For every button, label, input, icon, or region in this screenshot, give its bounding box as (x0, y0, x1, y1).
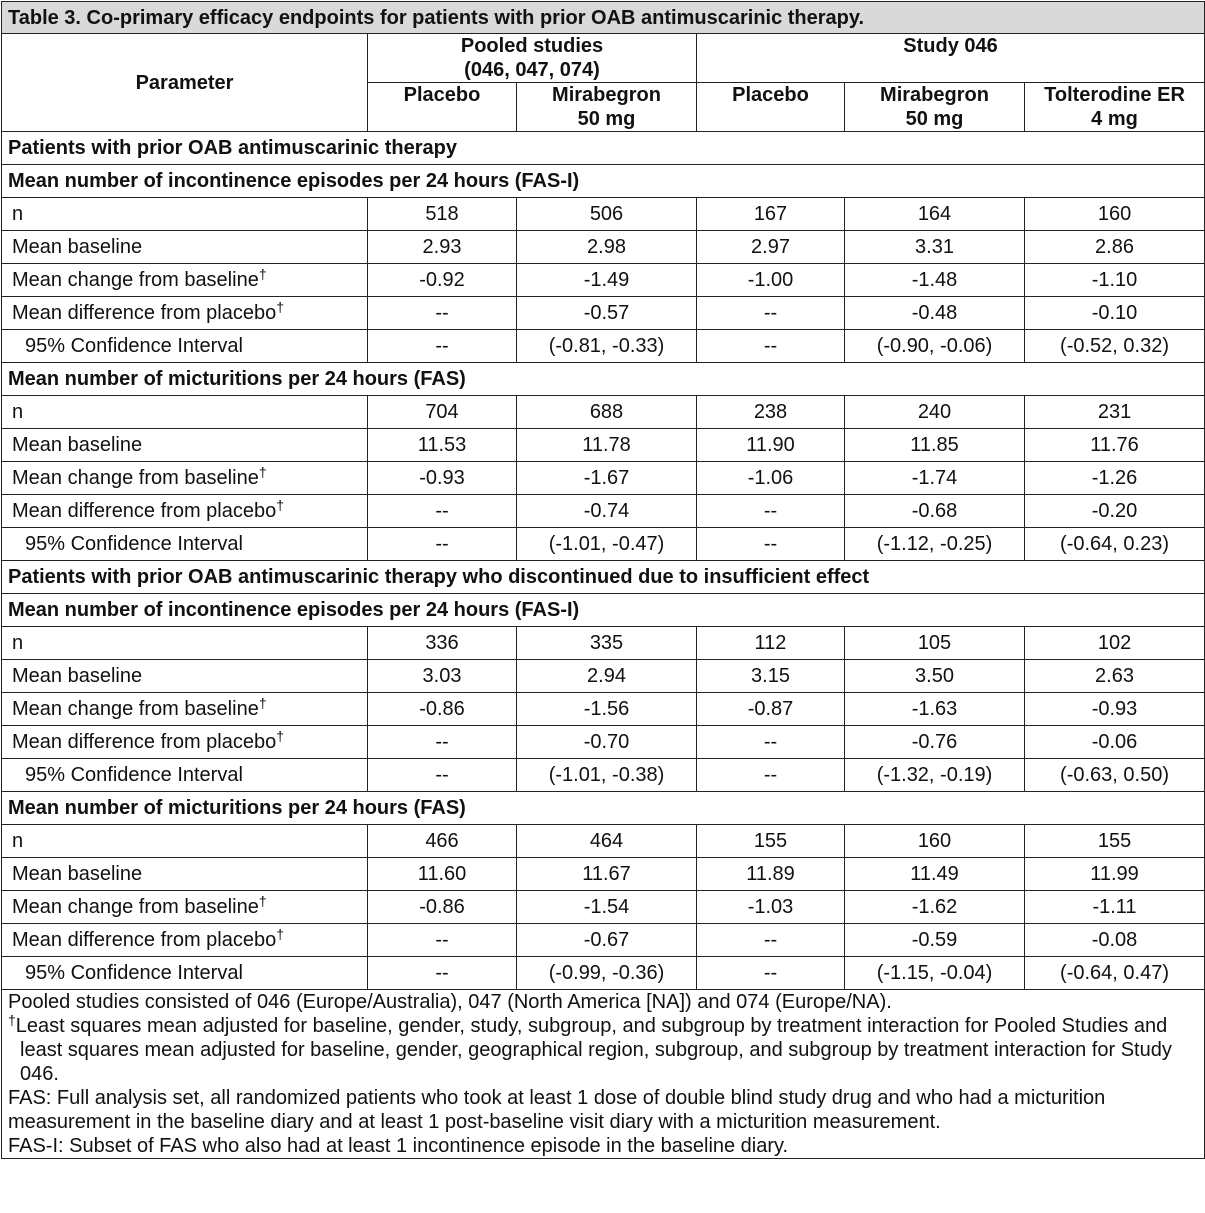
table-cell: 2.93 (368, 231, 517, 264)
table-cell: -- (368, 495, 517, 528)
table-cell: -- (368, 528, 517, 561)
table-cell: 160 (1025, 198, 1205, 231)
table-cell: -- (697, 924, 845, 957)
table-cell: -0.87 (697, 693, 845, 726)
table-cell: -1.56 (517, 693, 697, 726)
table-row (2, 231, 1205, 264)
table-cell: -- (697, 759, 845, 792)
table-row (2, 924, 1205, 957)
group-heading: Patients with prior OAB antimuscarinic therapy (2, 132, 1205, 165)
table-cell: -- (368, 330, 517, 363)
row-label: Mean difference from placebo† (2, 726, 368, 759)
table-cell: 167 (697, 198, 845, 231)
table-row (2, 264, 1205, 297)
row-label: 95% Confidence Interval (2, 528, 368, 561)
table-row (2, 825, 1205, 858)
dagger-mark: † (8, 1012, 16, 1028)
row-label: 95% Confidence Interval (2, 957, 368, 990)
row-label: Mean difference from placebo† (2, 297, 368, 330)
table-cell: -1.54 (517, 891, 697, 924)
table-cell: -0.76 (845, 726, 1025, 759)
column-header: Mirabegron 50 mg (845, 83, 1025, 132)
dagger-mark: † (258, 464, 267, 480)
table-row (2, 198, 1205, 231)
table-cell: 238 (697, 396, 845, 429)
table-cell: -0.06 (1025, 726, 1205, 759)
table-row (2, 957, 1205, 990)
table-row (2, 759, 1205, 792)
table-cell: -- (697, 957, 845, 990)
table-cell: 11.78 (517, 429, 697, 462)
table-cell: 11.89 (697, 858, 845, 891)
table-cell: 335 (517, 627, 697, 660)
column-header: Mirabegron 50 mg (517, 83, 697, 132)
row-label: n (2, 825, 368, 858)
table-cell: 112 (697, 627, 845, 660)
table-cell: 2.86 (1025, 231, 1205, 264)
parameter-header: Parameter (2, 34, 368, 132)
dagger-mark: † (276, 497, 285, 513)
table-cell: 466 (368, 825, 517, 858)
pooled-studies-header: Pooled studies (046, 047, 074) (368, 34, 697, 83)
table-cell: 164 (845, 198, 1025, 231)
dagger-mark: † (258, 695, 267, 711)
table-cell: (-1.01, -0.47) (517, 528, 697, 561)
table-cell: 2.98 (517, 231, 697, 264)
table-cell: (-1.01, -0.38) (517, 759, 697, 792)
table-cell: (-0.81, -0.33) (517, 330, 697, 363)
table-cell: -- (368, 297, 517, 330)
efficacy-table (1, 1, 1205, 1159)
row-label: Mean change from baseline† (2, 693, 368, 726)
table-row (2, 891, 1205, 924)
table-cell: -0.20 (1025, 495, 1205, 528)
row-label: n (2, 396, 368, 429)
table-cell: 155 (1025, 825, 1205, 858)
table-cell: -1.49 (517, 264, 697, 297)
table-cell: (-0.64, 0.47) (1025, 957, 1205, 990)
table-cell: (-0.52, 0.32) (1025, 330, 1205, 363)
table-cell: -0.57 (517, 297, 697, 330)
endpoint-heading: Mean number of micturitions per 24 hours (FAS) (2, 792, 1205, 825)
table-cell: -- (697, 297, 845, 330)
table-row (2, 528, 1205, 561)
table-row (2, 495, 1205, 528)
footnote-pooled: Pooled studies consisted of 046 (Europe/Australia), 047 (North America [NA]) and 074 (Europe/NA). (8, 991, 892, 1013)
table-cell: -1.67 (517, 462, 697, 495)
footnotes (2, 990, 1205, 1159)
table-cell: 240 (845, 396, 1025, 429)
table-cell: 464 (517, 825, 697, 858)
table-cell: -1.11 (1025, 891, 1205, 924)
table-cell: -1.74 (845, 462, 1025, 495)
footnote-fas-i: FAS-I: Subset of FAS who also had at least 1 incontinence episode in the baseline diary. (8, 1135, 789, 1157)
table-cell: 11.90 (697, 429, 845, 462)
footnote-fas: FAS: Full analysis set, all randomized patients who took at least 1 dose of double blind study drug and who had a micturition measurement in the baseline diary and at least 1 post-baseline visit diary with a micturition measurement. (8, 1087, 1106, 1133)
table-row (2, 726, 1205, 759)
column-header: Placebo (368, 83, 517, 132)
table-cell: -0.10 (1025, 297, 1205, 330)
table-cell: 3.15 (697, 660, 845, 693)
table-row (2, 858, 1205, 891)
table-cell: 336 (368, 627, 517, 660)
table-cell: -1.03 (697, 891, 845, 924)
table-cell: 704 (368, 396, 517, 429)
table-cell: 11.85 (845, 429, 1025, 462)
table-cell: -0.67 (517, 924, 697, 957)
table-cell: -0.70 (517, 726, 697, 759)
footnote-ls-mean: †Least squares mean adjusted for baseline, gender, study, subgroup, and subgroup by treatment interaction for Pooled Studies and least squares mean adjusted for baseline, gender, geographical region, subgroup, and subgroup by treatment interaction for Study 046. (8, 1012, 1172, 1085)
table-cell: (-0.64, 0.23) (1025, 528, 1205, 561)
table-row (2, 297, 1205, 330)
table-cell: 2.97 (697, 231, 845, 264)
row-label: Mean baseline (2, 429, 368, 462)
table-cell: -- (697, 528, 845, 561)
table-cell: -1.00 (697, 264, 845, 297)
row-label: Mean baseline (2, 660, 368, 693)
table-cell: (-0.90, -0.06) (845, 330, 1025, 363)
table-cell: -0.93 (1025, 693, 1205, 726)
row-label: Mean baseline (2, 858, 368, 891)
dagger-mark: † (276, 926, 285, 942)
table-cell: -0.92 (368, 264, 517, 297)
table-cell: 2.63 (1025, 660, 1205, 693)
table-cell: -0.08 (1025, 924, 1205, 957)
table-cell: -- (697, 495, 845, 528)
dagger-mark: † (258, 266, 267, 282)
table-row (2, 627, 1205, 660)
dagger-mark: † (276, 299, 285, 315)
table-cell: 2.94 (517, 660, 697, 693)
table-cell: -1.10 (1025, 264, 1205, 297)
dagger-mark: † (276, 728, 285, 744)
table-cell: (-0.99, -0.36) (517, 957, 697, 990)
row-label: Mean change from baseline† (2, 462, 368, 495)
table-cell: 11.67 (517, 858, 697, 891)
table-row (2, 462, 1205, 495)
table-cell: -- (368, 924, 517, 957)
table-cell: 105 (845, 627, 1025, 660)
table-cell: (-1.32, -0.19) (845, 759, 1025, 792)
table-cell: 155 (697, 825, 845, 858)
table-cell: 11.99 (1025, 858, 1205, 891)
table-cell: 3.03 (368, 660, 517, 693)
row-label: n (2, 627, 368, 660)
table-cell: -0.59 (845, 924, 1025, 957)
endpoint-heading: Mean number of micturitions per 24 hours (FAS) (2, 363, 1205, 396)
table-cell: -0.74 (517, 495, 697, 528)
table-cell: -0.48 (845, 297, 1025, 330)
table-cell: (-1.12, -0.25) (845, 528, 1025, 561)
row-label: Mean change from baseline† (2, 891, 368, 924)
table-row (2, 330, 1205, 363)
table-cell: -- (697, 330, 845, 363)
row-label: Mean change from baseline† (2, 264, 368, 297)
table-cell: (-1.15, -0.04) (845, 957, 1025, 990)
table-row (2, 429, 1205, 462)
table-cell: -1.06 (697, 462, 845, 495)
table-cell: 518 (368, 198, 517, 231)
table-row (2, 693, 1205, 726)
column-header: Placebo (697, 83, 845, 132)
table-title: Table 3. Co-primary efficacy endpoints for patients with prior OAB antimuscarinic therapy. (2, 2, 1205, 34)
table-cell: 160 (845, 825, 1025, 858)
table-cell: 11.76 (1025, 429, 1205, 462)
row-label: Mean difference from placebo† (2, 495, 368, 528)
row-label: Mean baseline (2, 231, 368, 264)
table-cell: 3.50 (845, 660, 1025, 693)
table-cell: 11.49 (845, 858, 1025, 891)
row-label: Mean difference from placebo† (2, 924, 368, 957)
table-cell: -- (697, 726, 845, 759)
row-label: n (2, 198, 368, 231)
table-row (2, 396, 1205, 429)
group-heading: Patients with prior OAB antimuscarinic therapy who discontinued due to insufficient effect (2, 561, 1205, 594)
table-row (2, 660, 1205, 693)
endpoint-heading: Mean number of incontinence episodes per 24 hours (FAS-I) (2, 165, 1205, 198)
table-cell: -0.68 (845, 495, 1025, 528)
endpoint-heading: Mean number of incontinence episodes per 24 hours (FAS-I) (2, 594, 1205, 627)
row-label: 95% Confidence Interval (2, 759, 368, 792)
table-cell: -1.26 (1025, 462, 1205, 495)
dagger-mark: † (258, 893, 267, 909)
table-cell: 11.60 (368, 858, 517, 891)
table-cell: -1.63 (845, 693, 1025, 726)
row-label: 95% Confidence Interval (2, 330, 368, 363)
table-cell: -- (368, 957, 517, 990)
table-cell: -- (368, 759, 517, 792)
table-cell: -0.86 (368, 693, 517, 726)
table-cell: 11.53 (368, 429, 517, 462)
table-cell: 3.31 (845, 231, 1025, 264)
table-cell: 102 (1025, 627, 1205, 660)
table-cell: 688 (517, 396, 697, 429)
table-cell: -1.48 (845, 264, 1025, 297)
table-cell: -0.86 (368, 891, 517, 924)
study-046-header: Study 046 (697, 34, 1205, 83)
table-cell: 506 (517, 198, 697, 231)
table-cell: -- (368, 726, 517, 759)
table-cell: -0.93 (368, 462, 517, 495)
table-cell: (-0.63, 0.50) (1025, 759, 1205, 792)
table-cell: 231 (1025, 396, 1205, 429)
table-cell: -1.62 (845, 891, 1025, 924)
column-header: Tolterodine ER 4 mg (1025, 83, 1205, 132)
